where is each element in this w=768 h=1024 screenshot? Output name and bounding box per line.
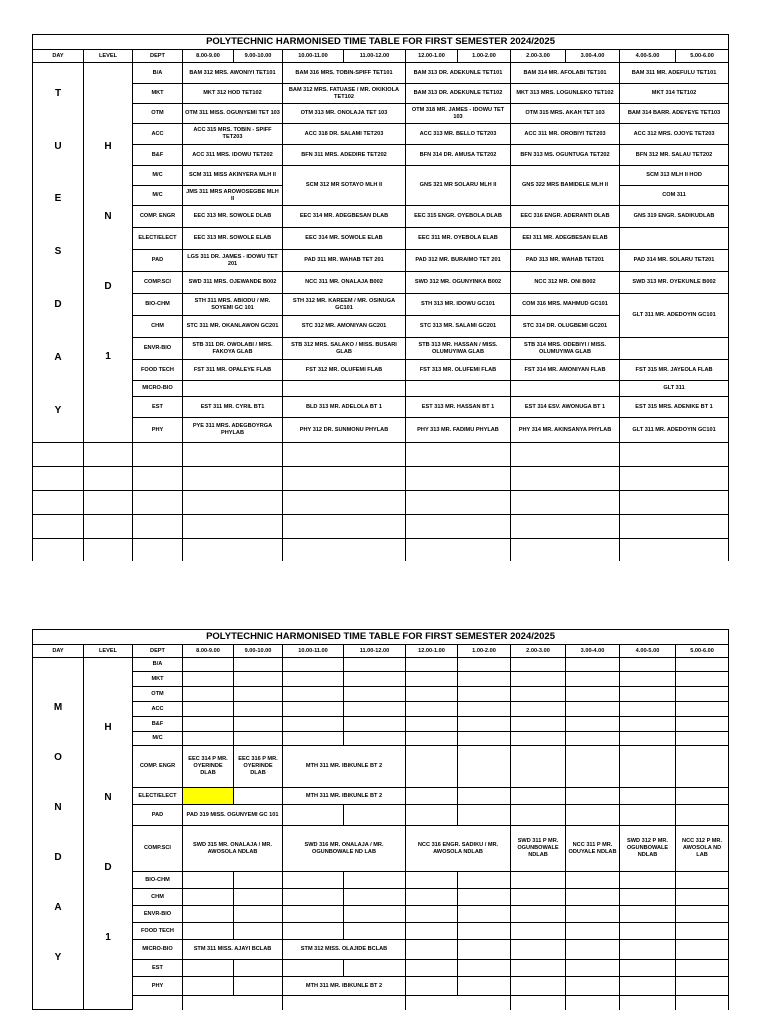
class-cell: MKT 314 TET102: [620, 84, 729, 104]
header-level: LEVEL: [84, 645, 133, 658]
header-slot: 11.00-12.00: [344, 645, 406, 658]
level-letter: 1: [105, 932, 111, 944]
level-label: [84, 658, 133, 1010]
class-cell: BAM 316 MRS. TOBIN-SPIFF TET101: [283, 63, 406, 84]
dept-cell: B&F: [133, 717, 183, 732]
dept-cell: COMP. ENGR: [133, 746, 183, 788]
class-cell: SCM 311 MISS AKINYERA MLH II: [183, 166, 283, 186]
header-day: DAY: [33, 50, 84, 63]
class-cell: EST 313 MR. HASSAN BT 1: [406, 397, 511, 418]
class-cell: GNS 321 MR SOLARU MLH II: [406, 166, 511, 206]
class-cell: PYE 311 MRS. ADEGBOYRGA PHYLAB: [183, 418, 283, 443]
timetable-title: POLYTECHNIC HARMONISED TIME TABLE FOR FIRST SEMESTER 2024/2025: [33, 630, 729, 645]
class-cell: STB 314 MRS. ODEBIYI / MISS. OLUMUYIWA GLAB: [511, 338, 620, 360]
dept-cell: FOOD TECH: [133, 360, 183, 381]
day-letter: D: [54, 852, 62, 864]
dept-cell: OTM: [133, 104, 183, 124]
day-letter: M: [53, 702, 63, 714]
class-cell: STB 313 MR. HASSAN / MISS. OLUMUYIWA GLAB: [406, 338, 511, 360]
class-cell: STB 311 DR. OWOLABI / MRS. FAKOYA GLAB: [183, 338, 283, 360]
empty-row: [33, 467, 729, 491]
class-cell: FST 315 MR. JAYEOLA FLAB: [620, 360, 729, 381]
dept-cell: PHY: [133, 418, 183, 443]
class-cell: NCC 316 ENGR. SADIKU / MR. AWOSOLA NDLAB: [406, 826, 511, 872]
class-cell: STH 313 MR. IDOWU GC101: [406, 294, 511, 316]
day-letter: O: [54, 752, 62, 764]
header-slot: 9.00-10.00: [234, 50, 283, 63]
day-letter: A: [54, 351, 62, 363]
class-cell: BAM 311 MR. ADEFULU TET101: [620, 63, 729, 84]
day-label: [33, 658, 84, 1010]
class-cell: BFN 314 DR. AMUSA TET202: [406, 145, 511, 166]
header-slot: 4.00-5.00: [620, 645, 676, 658]
day-letter: Y: [54, 404, 62, 416]
header-slot: 10.00-11.00: [283, 645, 344, 658]
dept-cell: B&F: [133, 145, 183, 166]
class-cell: ACC 318 DR. SALAMI TET203: [283, 124, 406, 145]
header-slot: 12.00-1.00: [406, 645, 458, 658]
class-cell: BLD 313 MR. ADELOLA BT 1: [283, 397, 406, 418]
dept-cell: PAD: [133, 250, 183, 272]
class-cell: NCC 311 MR. ONALAJA B002: [283, 272, 406, 294]
class-cell: STC 313 MR. SALAMI GC201: [406, 316, 511, 338]
level-letter: H: [104, 722, 112, 734]
class-cell: [620, 338, 729, 360]
class-cell: EEC 314 P MR. OYERINDE DLAB: [183, 746, 234, 788]
class-cell: EEC 315 ENGR. OYEBOLA DLAB: [406, 206, 511, 228]
class-cell: [406, 381, 511, 397]
dept-cell: M/C: [133, 186, 183, 206]
class-cell: STM 311 MISS. AJAYI BCLAB: [183, 940, 283, 960]
level-letter: 1: [105, 351, 111, 363]
class-cell: ACC 313 MR. BELLO TET203: [406, 124, 511, 145]
class-cell: GLT 311 MR. ADEDOYIN GC101: [620, 418, 729, 443]
class-cell: SWD 312 MR. OGUNYINKA B002: [406, 272, 511, 294]
header-dept: DEPT: [133, 50, 183, 63]
header-slot: 10.00-11.00: [283, 50, 344, 63]
header-slot: 3.00-4.00: [566, 645, 620, 658]
class-cell: BAM 312 MRS. AWONIYI TET101: [183, 63, 283, 84]
dept-cell: OTM: [133, 687, 183, 702]
dept-cell: COMP. ENGR: [133, 206, 183, 228]
level-letter: N: [104, 211, 112, 223]
monday-timetable: [32, 629, 729, 1010]
level-label: [84, 63, 133, 443]
empty-row: [33, 515, 729, 539]
header-slot: 4.00-5.00: [620, 50, 676, 63]
header-dept: DEPT: [133, 645, 183, 658]
class-cell: PHY 314 MR. AKINSANYA PHYLAB: [511, 418, 620, 443]
class-cell: EST 311 MR. CYRIL BT1: [183, 397, 283, 418]
level-letter: N: [104, 792, 112, 804]
class-cell: STC 312 MR. AMONIYAN GC201: [283, 316, 406, 338]
dept-cell: ELECT/ELECT: [133, 788, 183, 805]
class-cell: EEC 314 MR. SOWOLE ELAB: [283, 228, 406, 250]
empty-row: [33, 996, 729, 1010]
dept-cell: EST: [133, 960, 183, 977]
header-row: [33, 645, 729, 658]
day-letter: S: [54, 246, 62, 258]
class-cell: EST 315 MRS. ADENIKE BT 1: [620, 397, 729, 418]
dept-cell: B/A: [133, 658, 183, 672]
day-letter: D: [54, 299, 62, 311]
day-letter: E: [54, 193, 62, 205]
dept-cell: ENVR-BIO: [133, 906, 183, 923]
day-letter: N: [54, 802, 62, 814]
empty-row: [33, 539, 729, 561]
class-cell: MKT 313 MRS. LOGUNLEKO TET102: [511, 84, 620, 104]
class-cell: BFN 311 MRS. ADEDIRE TET202: [283, 145, 406, 166]
day-letter: A: [54, 902, 62, 914]
class-cell: GNS 322 MRS BAMIDELE MLH II: [511, 166, 620, 206]
class-cell: SWD 316 MR. ONALAJA / MR. OGUNBOWALE ND LAB: [283, 826, 406, 872]
dept-cell: M/C: [133, 732, 183, 746]
class-cell: STB 312 MRS. SALAKO / MISS. BUSARI GLAB: [283, 338, 406, 360]
class-cell: BAM 313 DR. ADEKUNLE TET102: [406, 84, 511, 104]
header-slot: 3.00-4.00: [566, 50, 620, 63]
class-cell: PAD 314 MR. SOLARU TET201: [620, 250, 729, 272]
day-label: [33, 63, 84, 443]
class-cell: STH 312 MR. KAREEM / MR. OSINUGA GC101: [283, 294, 406, 316]
class-cell: ACC 312 MRS. OJOYE TET203: [620, 124, 729, 145]
dept-cell: ENVR-BIO: [133, 338, 183, 360]
class-cell: OTM 315 MRS. AKAH TET 103: [511, 104, 620, 124]
class-cell: ACC 315 MRS. TOBIN - SPIFF TET203: [183, 124, 283, 145]
class-cell: FST 313 MR. OLUFEMI FLAB: [406, 360, 511, 381]
timetable-title: POLYTECHNIC HARMONISED TIME TABLE FOR FIRST SEMESTER 2024/2025: [33, 35, 729, 50]
header-slot: 2.00-3.00: [511, 50, 566, 63]
class-cell: OTM 313 MR. ONOLAJA TET 103: [283, 104, 406, 124]
day-letter: T: [54, 87, 62, 99]
class-cell: PAD 319 MISS. OGUNYEMI GC 101: [183, 805, 283, 826]
class-cell: BAM 312 MRS. FATUASE / MR. OKIKIOLA TET102: [283, 84, 406, 104]
header-slot: 12.00-1.00: [406, 50, 458, 63]
class-cell: [283, 381, 406, 397]
dept-cell: MKT: [133, 84, 183, 104]
class-cell: NCC 312 P MR. AWOSOLA ND LAB: [676, 826, 729, 872]
class-cell: BFN 313 MS. OGUNTUGA TET202: [511, 145, 620, 166]
class-cell: SWD 315 MR. ONALAJA / MR. AWOSOLA NDLAB: [183, 826, 283, 872]
tuesday-timetable: [32, 34, 729, 561]
class-cell: PAD 313 MR. WAHAB TET201: [511, 250, 620, 272]
class-cell: JMS 311 MRS AROWOSEGBE MLH II: [183, 186, 283, 206]
class-cell: STH 311 MRS. ABIODU / MR. SOYEMI GC 101: [183, 294, 283, 316]
class-cell: PHY 312 DR. SUNMONU PHYLAB: [283, 418, 406, 443]
class-cell: MTH 311 MR. IBIKUNLE BT 2: [283, 788, 406, 805]
class-cell: EEC 313 MR. SOWOLE DLAB: [183, 206, 283, 228]
header-slot: 5.00-6.00: [676, 645, 729, 658]
dept-cell: MICRO-BIO: [133, 940, 183, 960]
dept-cell: COMP.SCI: [133, 826, 183, 872]
class-cell: BFN 312 MR. SALAU TET202: [620, 145, 729, 166]
header-slot: 8.00-9.00: [183, 50, 234, 63]
class-cell: STM 312 MISS. OLAJIDE BCLAB: [283, 940, 406, 960]
level-letter: D: [104, 862, 112, 874]
header-slot: 11.00-12.00: [344, 50, 406, 63]
class-cell: GLT 311: [620, 381, 729, 397]
class-cell: PAD 312 MR. BURAIMO TET 201: [406, 250, 511, 272]
class-cell: BAM 314 BARR. ADEYEYE TET103: [620, 104, 729, 124]
class-cell: SWD 313 MR. OYEKUNLE B002: [620, 272, 729, 294]
class-cell: ACC 311 MR. OROBIYI TET203: [511, 124, 620, 145]
class-cell: EEC 316 P MR. OYERINDE DLAB: [234, 746, 283, 788]
class-cell: SWD 311 MRS. OJEWANDE B002: [183, 272, 283, 294]
class-cell: COM 316 MRS. MAHMUD GC101: [511, 294, 620, 316]
class-cell: MTH 311 MR. IBIKUNLE BT 2: [283, 977, 406, 996]
class-cell: SWD 312 P MR. OGUNBOWALE NDLAB: [620, 826, 676, 872]
header-slot: 1.00-2.00: [458, 645, 511, 658]
class-cell: ACC 311 MRS. IDOWU TET202: [183, 145, 283, 166]
dept-cell: CHM: [133, 316, 183, 338]
class-cell: EST 314 ESV. AWONUGA BT 1: [511, 397, 620, 418]
class-cell: FST 314 MR. AMONIYAN FLAB: [511, 360, 620, 381]
class-cell: STC 311 MR. OKANLAWON GC201: [183, 316, 283, 338]
class-cell: FST 312 MR. OLUFEMI FLAB: [283, 360, 406, 381]
day-letter: Y: [54, 952, 62, 964]
header-level: LEVEL: [84, 50, 133, 63]
dept-cell: B/A: [133, 63, 183, 84]
dept-cell: ACC: [133, 124, 183, 145]
class-cell: MTH 311 MR. IBIKUNLE BT 2: [283, 746, 406, 788]
header-slot: 2.00-3.00: [511, 645, 566, 658]
class-cell: SCM 312 MR SOTAYO MLH II: [283, 166, 406, 206]
dept-cell: PAD: [133, 805, 183, 826]
dept-cell: MICRO-BIO: [133, 381, 183, 397]
level-letter: D: [104, 281, 112, 293]
class-cell: BAM 314 MR. AFOLABI TET101: [511, 63, 620, 84]
class-cell: [620, 228, 729, 250]
class-cell: BAM 313 DR. ADEKUNLE TET101: [406, 63, 511, 84]
class-cell: LGS 311 DR. JAMES - IDOWU TET 201: [183, 250, 283, 272]
class-cell: [511, 381, 620, 397]
dept-cell: BIO-CHM: [133, 872, 183, 889]
class-cell: EEC 316 ENGR. ADERANTI DLAB: [511, 206, 620, 228]
dept-cell: EST: [133, 397, 183, 418]
dept-cell: M/C: [133, 166, 183, 186]
dept-cell: MKT: [133, 672, 183, 687]
dept-cell: FOOD TECH: [133, 923, 183, 940]
class-cell: OTM 311 MISS. OGUNYEMI TET 103: [183, 104, 283, 124]
empty-row: [33, 443, 729, 467]
dept-cell: BIO-CHM: [133, 294, 183, 316]
class-cell: SWD 311 P MR. OGUNBOWALE NDLAB: [511, 826, 566, 872]
class-cell: EEI 311 MR. ADEGBESAN ELAB: [511, 228, 620, 250]
level-letter: H: [104, 141, 112, 153]
class-cell: OTM 318 MR. JAMES - IDOWU TET 103: [406, 104, 511, 124]
header-slot: 8.00-9.00: [183, 645, 234, 658]
class-cell: EEC 311 MR. OYEBOLA ELAB: [406, 228, 511, 250]
class-cell: NCC 311 P MR. ODUYALE NDLAB: [566, 826, 620, 872]
dept-cell: ACC: [133, 702, 183, 717]
dept-cell: PHY: [133, 977, 183, 996]
class-cell: EEC 314 MR. ADEGBESAN DLAB: [283, 206, 406, 228]
header-row: [33, 50, 729, 63]
header-day: DAY: [33, 645, 84, 658]
class-cell: GNS 319 ENGR. SADIKUDLAB: [620, 206, 729, 228]
day-letter: U: [54, 140, 62, 152]
class-cell: FST 311 MR. OPALEYE FLAB: [183, 360, 283, 381]
class-cell: SCM 313 MLH II HOD: [620, 166, 729, 186]
highlighted-cell: [183, 788, 234, 805]
header-slot: 5.00-6.00: [676, 50, 729, 63]
header-slot: 9.00-10.00: [234, 645, 283, 658]
class-cell: [183, 381, 283, 397]
empty-row: [33, 491, 729, 515]
class-cell: GLT 311 MR. ADEDOYIN GC101: [620, 294, 729, 338]
header-slot: 1.00-2.00: [458, 50, 511, 63]
dept-cell: COMP.SCI: [133, 272, 183, 294]
class-cell: PAD 311 MR. WAHAB TET 201: [283, 250, 406, 272]
class-cell: MKT 312 HOD TET102: [183, 84, 283, 104]
class-cell: EEC 313 MR. SOWOLE ELAB: [183, 228, 283, 250]
class-cell: NCC 312 MR. ONI B002: [511, 272, 620, 294]
class-cell: STC 314 DR. OLUGBEMI GC201: [511, 316, 620, 338]
class-cell: PHY 313 MR. FADIMU PHYLAB: [406, 418, 511, 443]
dept-cell: ELECT/ELECT: [133, 228, 183, 250]
class-cell: COM 311: [620, 186, 729, 206]
dept-cell: CHM: [133, 889, 183, 906]
